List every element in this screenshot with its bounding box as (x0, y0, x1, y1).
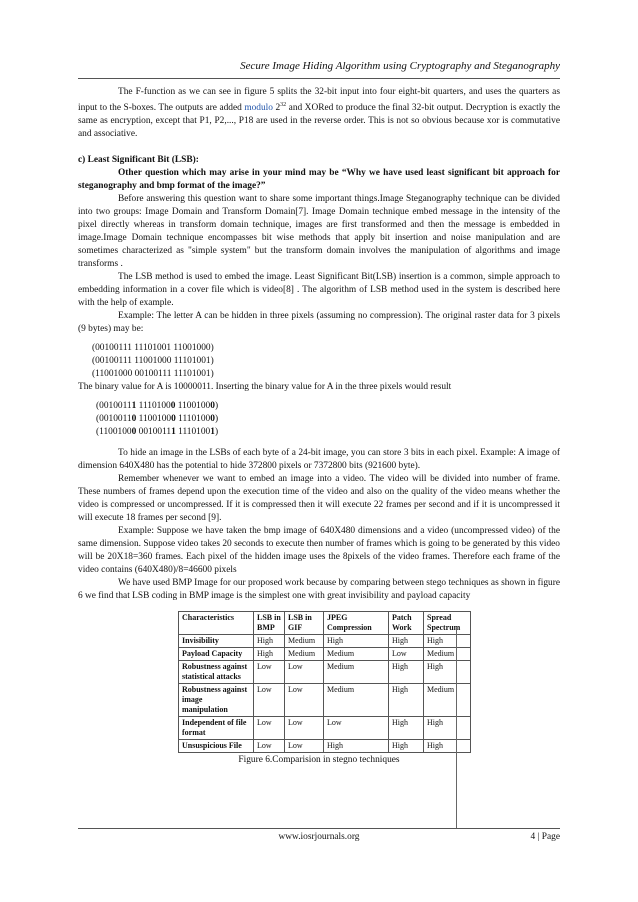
running-header: Secure Image Hiding Algorithm using Cryptography and Steganography (240, 60, 560, 72)
paragraph-ffunction (78, 86, 560, 141)
inserted-bit: 1 (131, 401, 137, 412)
table-header-cell: JPEG Compression (324, 612, 389, 635)
table-cell: Independent of file format (179, 717, 254, 740)
result-line: (00100110 11001000 11101000) (96, 414, 219, 425)
modulo-link[interactable]: modulo (244, 103, 273, 114)
byte-prefix: 0010011 (99, 401, 132, 412)
table-cell: Low (285, 717, 324, 740)
raster-line: (00100111 11001000 11101001) (92, 356, 214, 367)
table-cell: Medium (285, 635, 324, 648)
table-header-row (179, 612, 471, 635)
table-cell: Low (254, 717, 285, 740)
binary-value-line: The binary value for A is 10000011. Inserting the binary value for A in the three pixels would result (78, 382, 452, 393)
inserted-bit: 0 (171, 414, 176, 425)
table-row (179, 717, 471, 740)
table-row (179, 635, 471, 648)
table-cell: Medium (424, 648, 471, 661)
table-cell: Low (254, 740, 285, 753)
paragraph-example-a: Example: The letter A can be hidden in three pixels (assuming no compression). The original raster data for 3 pixels (9 bytes) may be: (78, 311, 560, 335)
table-cell: Medium (285, 648, 324, 661)
inserted-bit: 0 (210, 401, 215, 412)
byte-prefix: 1100100 (138, 414, 172, 425)
page-number: 4 | Page (530, 832, 560, 842)
inserted-bit: 0 (170, 401, 176, 412)
table-cell: High (424, 740, 471, 753)
table-cell: Invisibility (179, 635, 254, 648)
text-fragment: The F-function as we can see in figure 5 splits the 32-bit input into four eight-bit quarters, and uses the quarters as input to the S-boxes. The outputs are added (78, 87, 560, 114)
header-rule (78, 78, 560, 79)
figure-caption: Figure 6.Comparision in stegno techniques (238, 755, 400, 766)
page-body (78, 86, 560, 767)
journal-site-link[interactable]: www.iosrjournals.org (278, 832, 360, 842)
byte-prefix: 1110100 (178, 414, 211, 425)
comparison-table (178, 611, 471, 753)
table-cell: Low (285, 740, 324, 753)
paragraph-video-frames: Remember whenever we want to embed an image into a video. The video will be divided into number of frame. These numbers of frames depend upon the execution time of the video and also on the quality of the video means whether the video is compressed or uncompressed. If it is compressed then it will execute 22 frames per second and if it is uncompressed it will execute 18 frames per second [9]. (78, 474, 560, 524)
table-row (179, 648, 471, 661)
table-cell: High (389, 661, 424, 684)
paragraph-bmp-choice: We have used BMP Image for our proposed work because by comparing between stego techniques as shown in figure 6 we find that LSB coding in BMP image is the simplest one with great invisibility and payload capacity (78, 578, 560, 602)
margin-bar (456, 628, 457, 828)
table-cell: Low (254, 684, 285, 717)
raster-line: (00100111 11101001 11001000) (92, 343, 214, 354)
paragraph-24bit: To hide an image in the LSBs of each byte of a 24-bit image, you can store 3 bits in each pixel. Example: A image of dimension 640X480 has the potential to hide 372800 pixels or 7372800 bits (921600 byte). (78, 448, 560, 472)
paragraph-lsb-method: The LSB method is used to embed the image. Least Significant Bit(LSB) insertion is a common, simple approach to embedding information in a cover file which is video[8] . The algorithm of LSB method used in the system is described here with the help of example. (78, 272, 560, 309)
table-row (179, 740, 471, 753)
result-line: (11001000 00100111 11101001) (96, 427, 219, 438)
raster-data-block (92, 342, 560, 381)
inserted-bit: 0 (210, 414, 215, 425)
table-header-cell: Spread Spectrum (424, 612, 471, 635)
table-header-cell: LSB in GIF (285, 612, 324, 635)
table-cell: High (389, 740, 424, 753)
table-cell: High (389, 684, 424, 717)
table-cell: Medium (324, 648, 389, 661)
table-cell: Low (324, 717, 389, 740)
table-cell: High (424, 717, 471, 740)
table-cell: Low (285, 661, 324, 684)
byte-prefix: 1100100 (177, 401, 211, 412)
byte-prefix: 1110100 (138, 401, 171, 412)
inserted-bit: 1 (171, 427, 176, 438)
superscript: 32 (280, 102, 287, 108)
byte-prefix: 0010011 (99, 414, 132, 425)
raster-line: (11001000 00100111 11101001) (92, 369, 214, 380)
text-fragment: 2 (272, 103, 281, 114)
table-cell: Medium (324, 684, 389, 717)
result-data-block (96, 400, 560, 439)
table-cell: High (324, 740, 389, 753)
table-cell: Low (285, 684, 324, 717)
inserted-bit: 0 (131, 427, 137, 438)
table-cell: Unsuspicious File (179, 740, 254, 753)
table-cell: Low (254, 661, 285, 684)
lsb-question: Other question which may arise in your mind may be “Why we have used least significant bit approach for steganography and bmp format of the image?” (78, 168, 560, 192)
byte-prefix: 0010011 (138, 427, 172, 438)
paragraph-domains: Before answering this question want to share some important things.Image Steganography technique can be divided into two groups: Image Domain and Transform Domain[7]. Image Domain technique embed message in the intensity of the pixel directly whereas in transform domain technique, images are first transformed and then the message is embedded in image.Image Domain technique encompasses bit wise methods that apply bit insertion and noise manipulation and are sometimes characterized as "simple system" but the transform domain involves the manipulation of algorithms and image transforms . (78, 194, 560, 270)
table-cell: Medium (324, 661, 389, 684)
table-cell: High (254, 648, 285, 661)
table-cell: Low (389, 648, 424, 661)
table-header-cell: LSB in BMP (254, 612, 285, 635)
table-cell: High (424, 661, 471, 684)
table-header-cell: Characteristics (179, 612, 254, 635)
table-cell: Robustness against image manipulation (179, 684, 254, 717)
table-cell: High (424, 635, 471, 648)
table-cell: High (389, 717, 424, 740)
table-header-cell: Patch Work (389, 612, 424, 635)
byte-prefix: 1110100 (178, 427, 211, 438)
table-cell: Payload Capacity (179, 648, 254, 661)
inserted-bit: 0 (131, 414, 137, 425)
result-line: (00100111 11101000 11001000) (96, 401, 219, 412)
footer-rule (78, 828, 560, 829)
table-row (179, 684, 471, 717)
table-row (179, 661, 471, 684)
paragraph-example-video: Example: Suppose we have taken the bmp image of 640X480 dimensions and a video (uncompressed video) of the same dimension. Suppose video takes 20 seconds to execute then number of frames which is going to be generated by this video will be 20X18=360 frames. Each pixel of the hidden image uses the 8pixels of the video frames. Therefore each frame of the video contains (640X480)/8=46600 pixels (78, 526, 560, 576)
section-heading-lsb: c) Least Significant Bit (LSB): (78, 155, 199, 166)
inserted-bit: 1 (210, 427, 215, 438)
text-fragment: and XORed to produce the final 32-bit output. Decryption is exactly the same as encryption, except that P1, P2,..., P18 are used in the reverse order. This is not so obvious because xor is commutative and associative. (78, 103, 560, 140)
table-cell: High (254, 635, 285, 648)
byte-prefix: 1100100 (99, 427, 132, 438)
table-cell: Medium (424, 684, 471, 717)
table-cell: Robustness against statistical attacks (179, 661, 254, 684)
table-cell: High (324, 635, 389, 648)
table-cell: High (389, 635, 424, 648)
